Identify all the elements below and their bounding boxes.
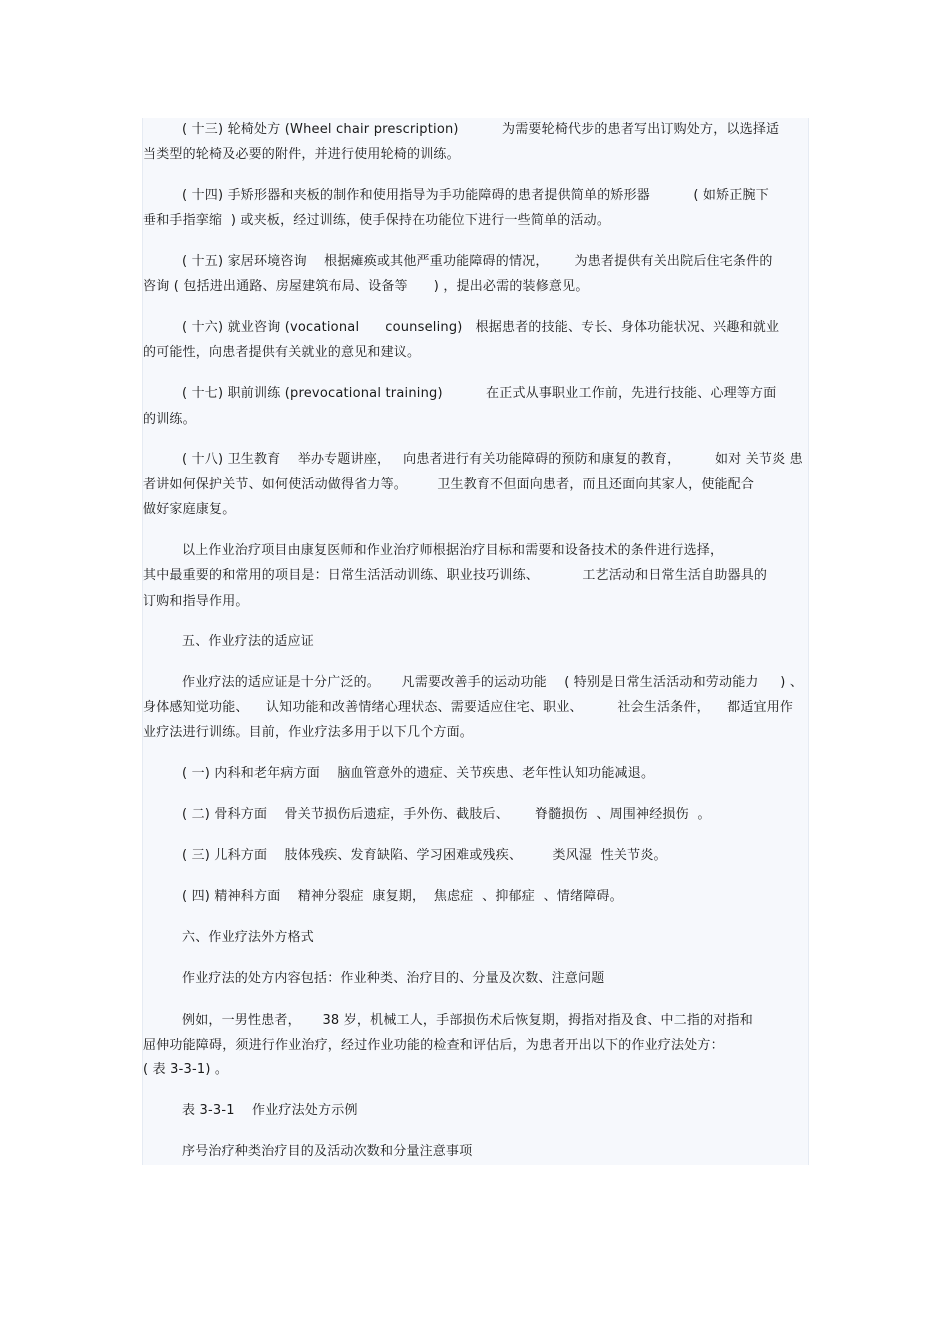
text-line: 当类型的轮椅及必要的附件，并进行使用轮椅的训练。 xyxy=(143,147,460,162)
text-line: 屈伸功能障碍，须进行作业治疗，经过作业功能的检查和评估后，为患者开出以下的作业疗法处方： xyxy=(143,1038,724,1053)
section-heading: 五、作业疗法的适应证 xyxy=(182,634,315,649)
text-line: ( 十四) 手矫形器和夹板的制作和使用指导为手功能障碍的患者提供简单的矫形器 ( 如矫正腕下 xyxy=(182,188,769,203)
text-line: 的可能性，向患者提供有关就业的意见和建议。 xyxy=(143,345,421,360)
text-line: ( 十六) 就业咨询 (vocational counseling) 根据患者的技能、专长、身体功能状况、兴趣和就业 xyxy=(182,320,780,335)
text-line: 垂和手指挛缩 ) 或夹板，经过训练，使手保持在功能位下进行一些简单的活动。 xyxy=(143,213,611,228)
text-line: 例如，一男性患者， 38 岁，机械工人，手部损伤术后恢复期，拇指对指及食、中二指的对指和 xyxy=(182,1013,753,1028)
text-line: 作业疗法的适应证是十分广泛的。 凡需要改善手的运动功能 ( 特别是日常生活活动和劳动能力 ) 、 xyxy=(182,675,804,690)
table-header-row: 序号治疗种类治疗目的及活动次数和分量注意事项 xyxy=(182,1144,473,1159)
text-line: 者讲如何保护关节、如何使活动做得省力等。 卫生教育不但面向患者，而且还面向其家人，使能配合 xyxy=(143,477,755,492)
text-line: 其中最重要的和常用的项目是：日常生活活动训练、职业技巧训练、 工艺活动和日常生活自助器具的 xyxy=(143,568,768,583)
text-line: 做好家庭康复。 xyxy=(143,502,236,517)
text-line: ( 二) 骨科方面 骨关节损伤后遗症，手外伤、截肢后、 脊髓损伤 、周围神经损伤 。 xyxy=(182,807,711,822)
text-line: ( 一) 内科和老年病方面 脑血管意外的遗症、关节疾患、老年性认知功能减退。 xyxy=(182,766,655,781)
text-line: 业疗法进行训练。目前，作业疗法多用于以下几个方面。 xyxy=(143,725,474,740)
text-line: ( 十五) 家居环境咨询 根据瘫痪或其他严重功能障碍的情况， 为患者提供有关出院后住宅条件的 xyxy=(182,254,773,269)
table-caption: 表 3-3-1 作业疗法处方示例 xyxy=(182,1103,358,1118)
text-line: 的训练。 xyxy=(143,412,196,427)
text-line: 订购和指导作用。 xyxy=(143,594,249,609)
section-heading: 六、作业疗法外方格式 xyxy=(182,930,315,945)
text-line: 作业疗法的处方内容包括：作业种类、治疗目的、分量及次数、注意问题 xyxy=(182,971,605,986)
text-line: 身体感知觉功能、 认知功能和改善情绪心理状态、需要适应住宅、职业、 社会生活条件， 都适宜用作 xyxy=(143,700,794,715)
text-line: ( 十三) 轮椅处方 (Wheel chair prescription) 为需要轮椅代步的患者写出订购处方，以选择适 xyxy=(182,122,780,137)
text-line: ( 十八) 卫生教育 举办专题讲座， 向患者进行有关功能障碍的预防和康复的教育， 如对 关节炎 患 xyxy=(182,452,803,467)
text-line: ( 表 3-3-1) 。 xyxy=(143,1062,229,1077)
text-line: ( 三) 儿科方面 肢体残疾、发育缺陷、学习困难或残疾、 类风湿 性关节炎。 xyxy=(182,848,667,863)
text-line: 以上作业治疗项目由康复医师和作业治疗师根据治疗目标和需要和设备技术的条件进行选择， xyxy=(182,543,724,558)
text-line: ( 十七) 职前训练 (prevocational training) 在正式从事职业工作前，先进行技能、心理等方面 xyxy=(182,386,777,401)
text-line: 咨询 ( 包括进出通路、房屋建筑布局、设备等 ) ，提出必需的装修意见。 xyxy=(143,279,589,294)
text-line: ( 四) 精神科方面 精神分裂症 康复期， 焦虑症 、抑郁症 、情绪障碍。 xyxy=(182,889,623,904)
